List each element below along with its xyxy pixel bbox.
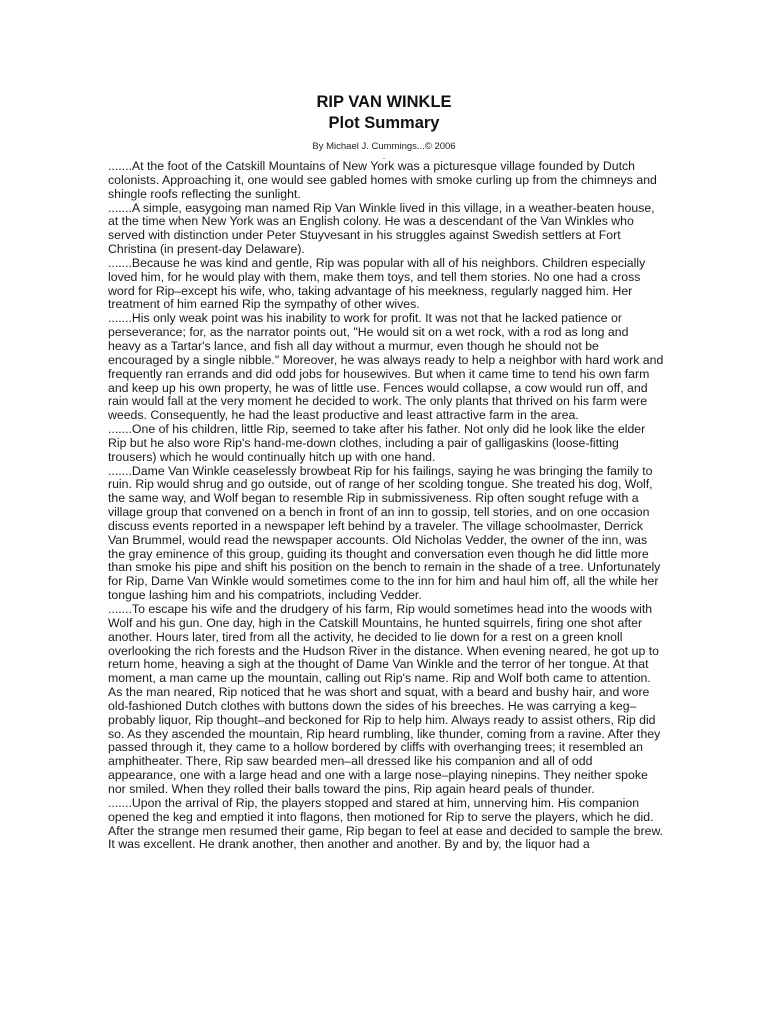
paragraph-8: .......Upon the arrival of Rip, the players stopped and stared at him, unnerving him. His companion opened the keg and emptied it into flagons, then motioned for Rip to serve the players, which he did. After the strange men resumed their game, Rip began to feel at ease and decided to sample the brew. It was excellent. He drank another, then another and another. By and by, the liquor had a xyxy=(108,795,664,852)
document-body xyxy=(108,160,664,852)
paragraph-5: .......One of his children, little Rip, seemed to take after his father. Not only did he look like the elder Rip but he also wore Rip's hand-me-down clothes, including a pair of galligaskins (loose-fitting trousers) which he would continually hitch up with one hand. xyxy=(108,422,646,464)
document-subtitle: Plot Summary xyxy=(328,114,440,132)
paragraph-3: .......Because he was kind and gentle, Rip was popular with all of his neighbors. Children especially loved him, for he would play with them, make them toys, and tell them stories. No one had a cross word for Rip–except his wife, who, taking advantage of his meekness, regularly nagged him. Her treatment of him earned Rip the sympathy of other wives. xyxy=(108,255,646,312)
paragraph-2: .......A simple, easygoing man named Rip Van Winkle lived in this village, in a weather-beaten house, at the time when New York was an English colony. He was a descendant of the Van Winkles who served with distinction under Peter Stuyvesant in his struggles against Swedish settlers at Fort Christina (in present-day Delaware). xyxy=(108,200,655,257)
document-title: RIP VAN WINKLE xyxy=(316,93,452,111)
paragraph-7: .......To escape his wife and the drudgery of his farm, Rip would sometimes head into the woods with Wolf and his gun. One day, high in the Catskill Mountains, he hunted squirrels, firing one shot after another. Hours later, tired from all the activity, he decided to lie down for a rest on a green knoll overlooking the rich forests and the Hudson River in the distance. When evening neared, he got up to return home, heaving a sigh at the thought of Dame Van Winkle and the terror of her tongue. At that moment, a man came up the mountain, calling out Rip's name. Rip and Wolf both came to attention. As the man neared, Rip noticed that he was short and squat, with a beard and bushy hair, and wore old-fashioned Dutch clothes with buttons down the sides of his breeches. He was carrying a keg–probably liquor, Rip thought–and beckoned for Rip to help him. Always ready to assist others, Rip did so. As they ascended the mountain, Rip heard rumbling, like thunder, coming from a ravine. After they passed through it, they came to a hollow bordered by cliffs with overhanging trees; it resembled an amphitheater. There, Rip saw bearded men–all dressed like his companion and all of odd appearance, one with a large head and one with a large nose–playing ninepins. They neither spoke nor smiled. When they rolled their balls toward the pins, Rip again heard peals of thunder. xyxy=(108,602,661,796)
byline-dot: . xyxy=(382,151,386,161)
paragraph-4: .......His only weak point was his inability to work for profit. It was not that he lacked patience or perseverance; for, as the narrator points out, "He would sit on a wet rock, with a rod as long and heavy as a Tartar's lance, and fish all day without a murmur, even though he should not be encouraged by a single nibble." Moreover, he was always ready to help a neighbor with hard work and frequently ran errands and did odd jobs for housewives. But when it came time to tend his own farm and keep up his own property, he was of little use. Fences would collapse, a cow would run off, and rain would fall at the very moment he decided to work. The only plants that thrived on his farm were weeds. Consequently, he had the least productive and least attractive farm in the area. xyxy=(108,311,664,423)
document-header xyxy=(0,92,768,159)
paragraph-6: .......Dame Van Winkle ceaselessly browbeat Rip for his failings, saying he was bringing the family to ruin. Rip would shrug and go outside, out of range of her scolding tongue. She treated his dog, Wolf, the same way, and Wolf began to resemble Rip in submissiveness. Rip often sought refuge with a village group that convened on a bench in front of an inn to gossip, tell stories, and on one occasion discuss events reported in a newspaper left behind by a traveler. The village schoolmaster, Derrick Van Brummel, would read the newspaper accounts. Old Nicholas Vedder, the owner of the inn, was the gray eminence of this group, guiding its thought and conversation even though he did little more than smoke his pipe and shift his position on the bench to remain in the shade of a tree. Unfortunately for Rip, Dame Van Winkle would sometimes come to the inn for him and haul him off, all the while her tongue lashing him and his compatriots, including Vedder. xyxy=(108,463,661,603)
author-byline: By Michael J. Cummings...© 2006 xyxy=(312,141,456,152)
paragraph-1: .......At the foot of the Catskill Mountains of New York was a picturesque village founded by Dutch colonists. Approaching it, one would see gabled homes with smoke curling up from the chimneys and shingle roofs reflecting the sunlight. xyxy=(108,159,657,201)
